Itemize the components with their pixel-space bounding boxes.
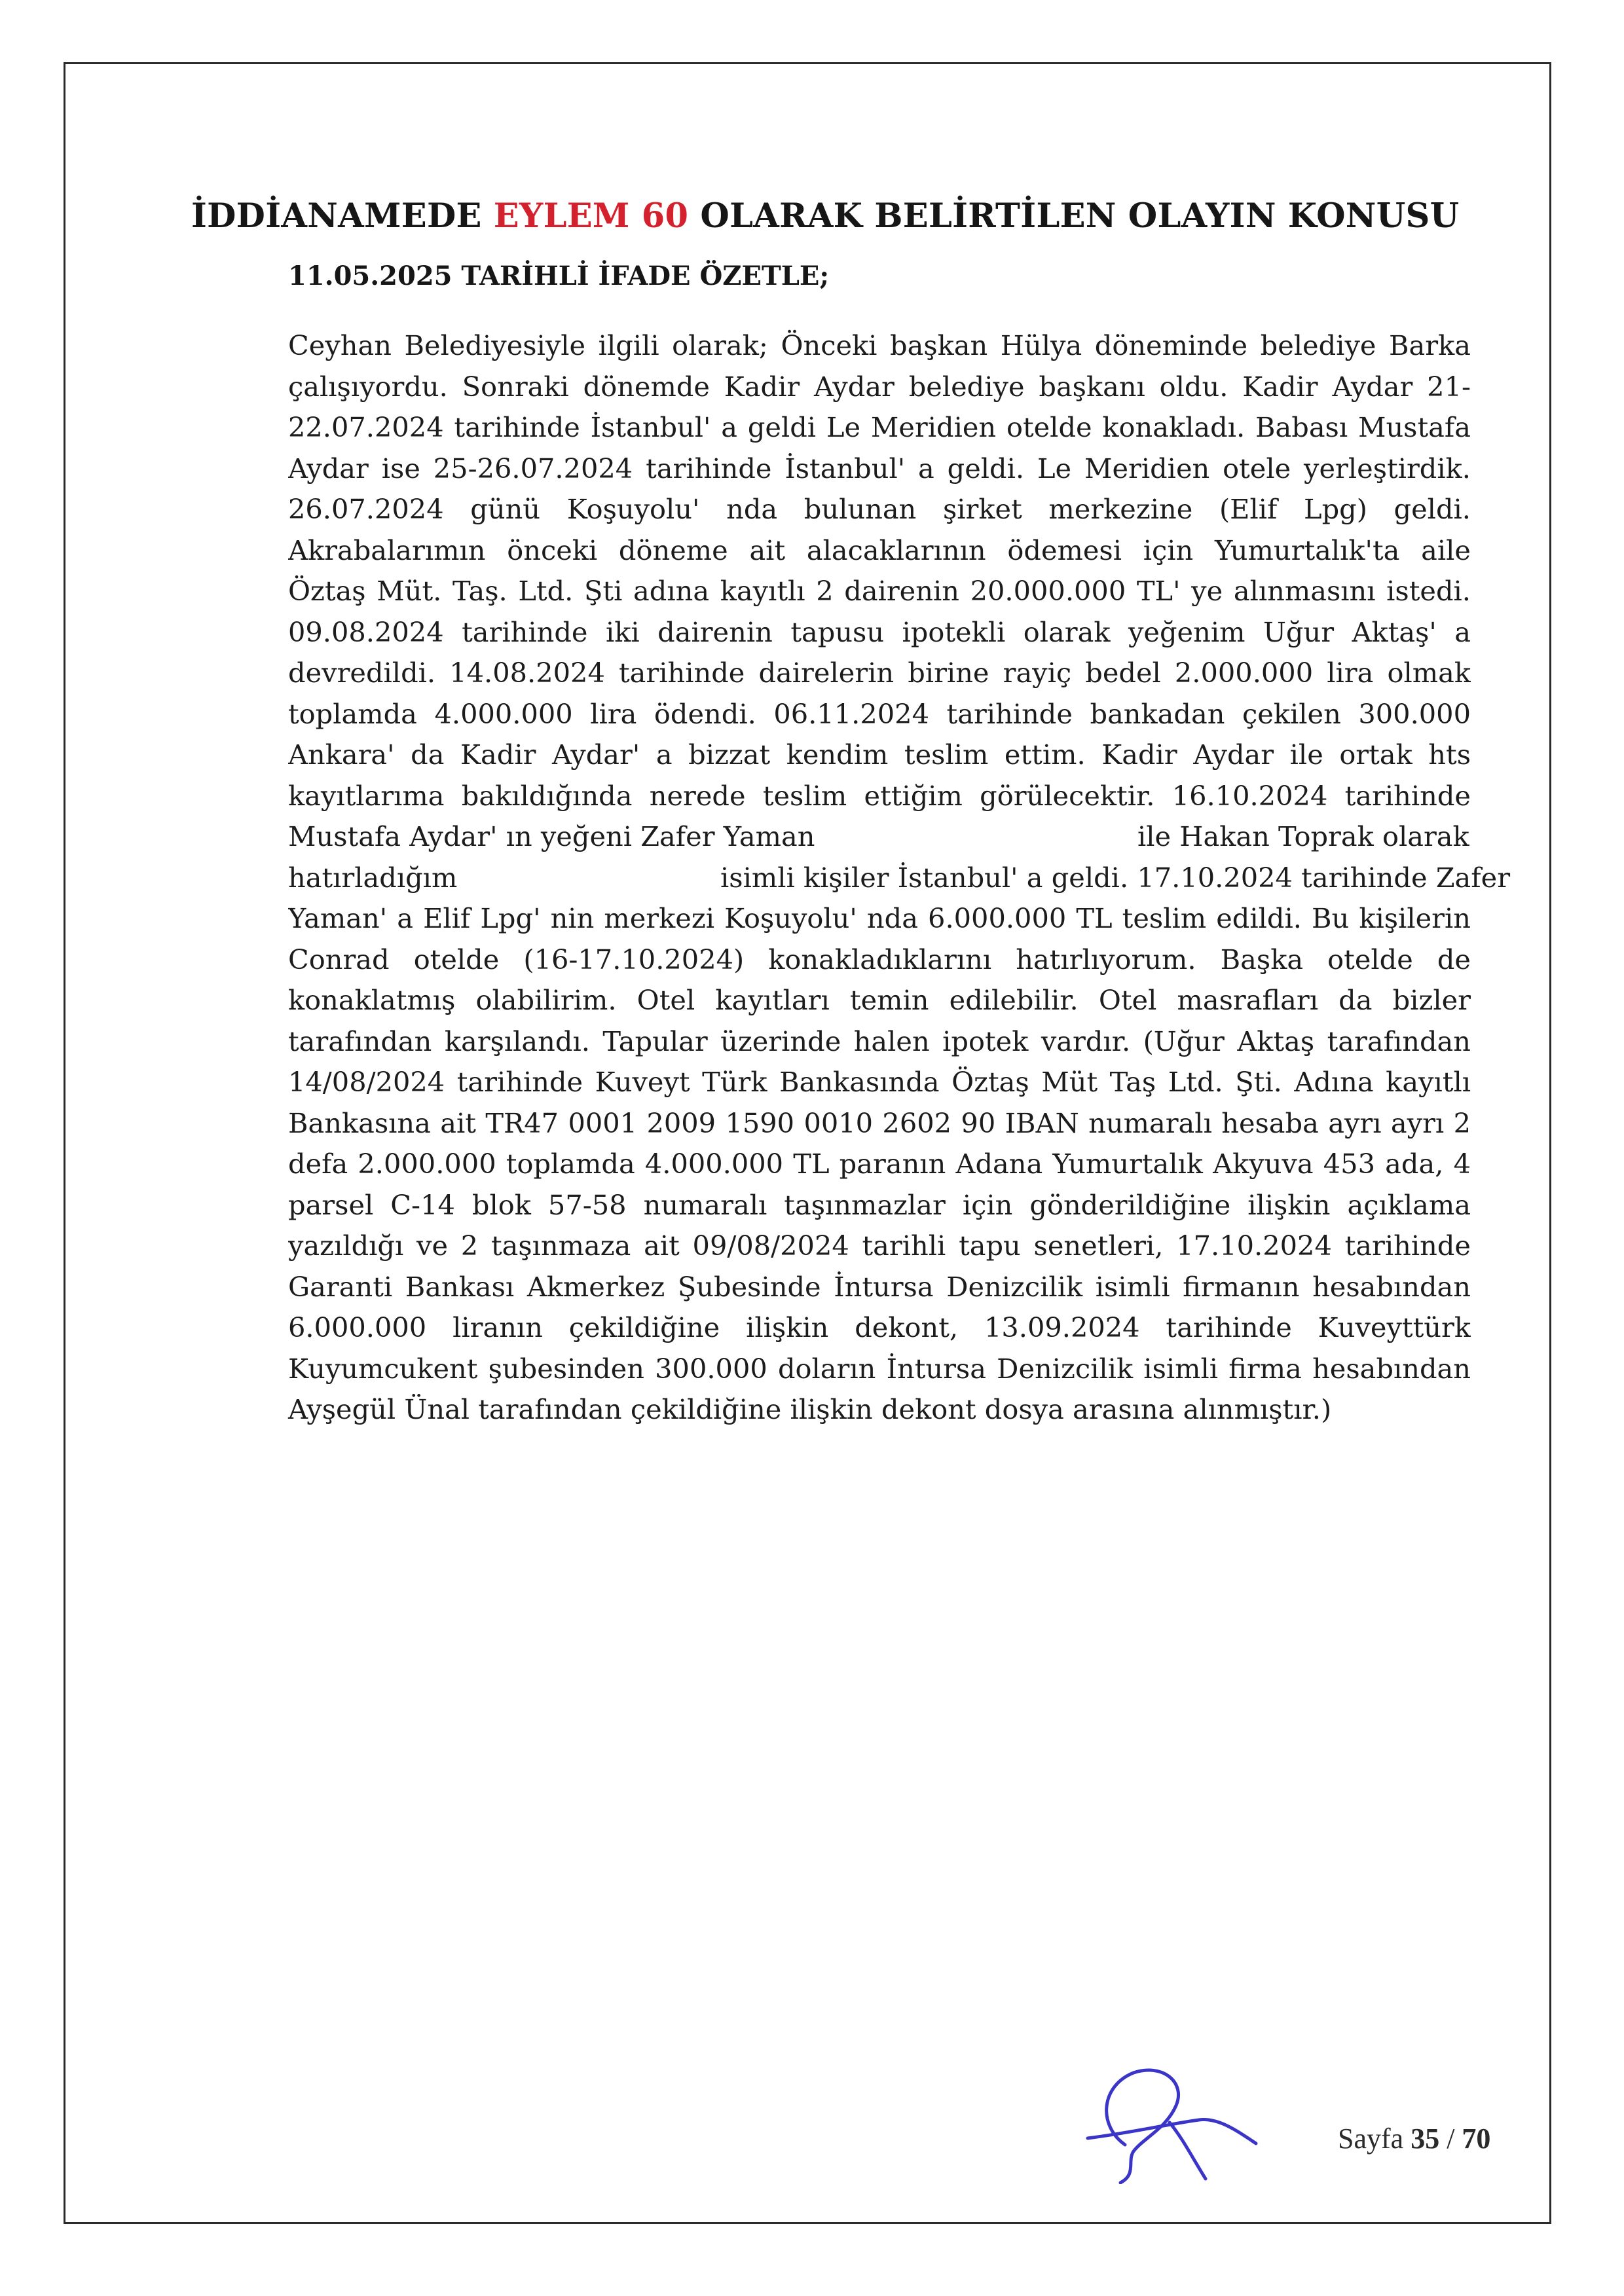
page-separator: / (1447, 2123, 1455, 2155)
body-line: Akrabalarımın önceki döneme ait alacaklarının ödemesi için Yumurtalık'ta aile (288, 534, 1471, 566)
heading-highlight: EYLEM 60 (493, 196, 689, 236)
body-line: Bankasına ait TR47 0001 2009 1590 0010 2602 90 IBAN numaralı hesaba ayrı ayrı 2 (288, 1106, 1471, 1139)
signature-stroke (1170, 2123, 1206, 2179)
body-line: 6.000.000 liranın çekildiğine ilişkin dekont, 13.09.2024 tarihinde Kuveyttürk (288, 1311, 1471, 1343)
body-line: konaklatmış olabilirim. Otel kayıtları temin edilebilir. Otel masrafları da bizler (288, 984, 1471, 1016)
body-line: çalışıyordu. Sonraki dönemde Kadir Aydar belediye başkanı oldu. Kadir Aydar 21- (288, 370, 1471, 403)
body-line: Ceyhan Belediyesiyle ilgili olarak; Önceki başkan Hülya döneminde belediye Barka (288, 329, 1471, 361)
statement-body (288, 325, 1511, 1430)
signature-mark (1071, 2060, 1268, 2184)
total-pages: 70 (1462, 2123, 1491, 2155)
body-line-redacted (288, 816, 1471, 858)
body-line: 26.07.2024 günü Koşuyolu' nda bulunan şirket merkezine (Elif Lpg) geldi. (288, 493, 1471, 525)
current-page: 35 (1411, 2123, 1440, 2155)
body-line: Öztaş Müt. Taş. Ltd. Şti adına kayıtlı 2 dairenin 20.000.000 TL' ye alınmasını istedi. (288, 575, 1471, 607)
body-line: 22.07.2024 tarihinde İstanbul' a geldi Le Meridien otelde konakladı. Babası Mustafa (288, 411, 1471, 443)
statement-date-heading: 11.05.2025 TARİHLİ İFADE ÖZETLE; (288, 261, 830, 291)
body-line: tarafından karşılandı. Tapular üzerinde halen ipotek vardır. (Uğur Aktaş tarafından (288, 1025, 1471, 1057)
heading-prefix: İDDİANAMEDE (191, 196, 482, 236)
body-line-segment: Mustafa Aydar' ın yeğeni Zafer Yaman (288, 820, 815, 852)
body-line: Aydar ise 25-26.07.2024 tarihinde İstanbul' a geldi. Le Meridien otele yerleştirdik. (288, 452, 1471, 484)
body-line-segment: isimli kişiler İstanbul' a geldi. 17.10.2024 tarihinde Zafer (720, 861, 1511, 894)
body-line: kayıtlarıma bakıldığında nerede teslim ettiğim görülecektir. 16.10.2024 tarihinde (288, 779, 1471, 812)
body-line: Ankara' da Kadir Aydar' a bizzat kendim teslim ettim. Kadir Aydar ile ortak hts (288, 738, 1471, 771)
page-label: Sayfa (1338, 2123, 1404, 2155)
body-line-segment: hatırladığım (288, 861, 458, 894)
body-line: Conrad otelde (16-17.10.2024) konakladıklarını hatırlıyorum. Başka otelde de (288, 943, 1471, 975)
body-line: Yaman' a Elif Lpg' nin merkezi Koşuyolu' nda 6.000.000 TL teslim edildi. Bu kişilerin (288, 902, 1471, 934)
body-line: toplamda 4.000.000 lira ödendi. 06.11.2024 tarihinde bankadan çekilen 300.000 (288, 697, 1471, 730)
page-number (1338, 2121, 1490, 2157)
body-line: Garanti Bankası Akmerkez Şubesinde İntursa Denizcilik isimli firmanın hesabından (288, 1270, 1471, 1303)
body-line: devredildi. 14.08.2024 tarihinde dairelerin birine rayiç bedel 2.000.000 lira olmak (288, 657, 1471, 689)
body-line: yazıldığı ve 2 taşınmaza ait 09/08/2024 tarihli tapu senetleri, 17.10.2024 tarihinde (288, 1230, 1471, 1262)
body-line: Kuyumcukent şubesinden 300.000 doların İntursa Denizcilik isimli firma hesabından (288, 1352, 1471, 1385)
heading-suffix: OLARAK BELİRTİLEN OLAYIN KONUSU (700, 196, 1460, 236)
body-line: 09.08.2024 tarihinde iki dairenin tapusu ipotekli olarak yeğenim Uğur Aktaş' a (288, 615, 1471, 648)
section-heading (191, 194, 1459, 238)
body-line: Ayşegül Ünal tarafından çekildiğine ilişkin dekont dosya arasına alınmıştır.) (288, 1393, 1332, 1425)
body-line: parsel C-14 blok 57-58 numaralı taşınmazlar için gönderildiğine ilişkin açıklama (288, 1188, 1471, 1221)
body-line-redacted (288, 858, 1511, 899)
body-line: defa 2.000.000 toplamda 4.000.000 TL paranın Adana Yumurtalık Akyuva 453 ada, 4 (288, 1148, 1471, 1180)
body-line: 14/08/2024 tarihinde Kuveyt Türk Bankasında Öztaş Müt Taş Ltd. Şti. Adına kayıtlı (288, 1066, 1471, 1098)
body-line-segment: ile Hakan Toprak olarak (1137, 820, 1469, 852)
